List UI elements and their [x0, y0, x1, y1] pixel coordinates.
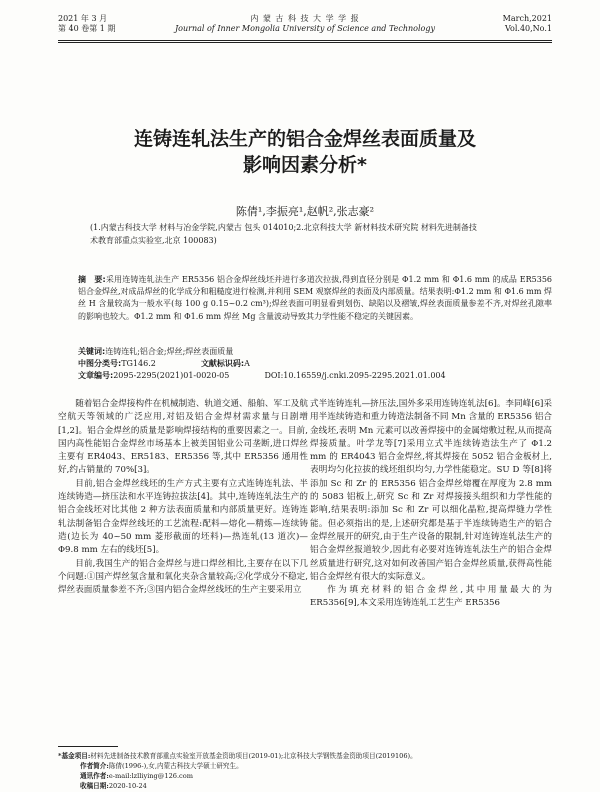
footnotes — [58, 751, 552, 791]
body-paragraph: 随着铝合金焊接构件在机械制造、轨道交通、船舶、军工及航空航天等领域的广泛应用,对铝及铝合金焊材需求量与日剧增[1,2]。铝合金焊丝的质量是影响焊接结构的重要因素之一。目前,国内高性能铝合金焊丝市场基本上被美国铝业公司垄断,进口焊丝主要有 ER4043、ER5183、ER5356 等,其中 ER5356 通用性好,约占销量的 70%[3]。 — [58, 399, 308, 476]
affiliation-line-1: (1.内蒙古科技大学 材料与冶金学院,内蒙古 包头 014010;2.北京科技大学 新材料技术研究院 材料先进制备技 — [90, 223, 477, 232]
body-paragraph: 目前,我国生产的铝合金焊丝与进口焊丝相比,主要存在以下几个问题:①国产焊丝氢含量和氧化夹杂含量较高;②化学成分不稳定,焊丝表面质量参差不齐;③国内铝合金焊丝线坯的生产主要采用立 — [58, 558, 308, 596]
footnote-date — [58, 781, 552, 791]
fund-text: 材料先进制备技术教育部重点实验室开放基金资助项目(2019-01);北京科技大学钢铁基金资助项目(2019106)。 — [90, 752, 417, 760]
article-info — [78, 370, 552, 382]
affiliation-line-2: 术教育部重点实验室,北京 100083) — [90, 236, 217, 245]
abstract-text: 采用连铸连轧法生产 ER5356 铝合金焊丝线坯并进行多道次拉拔,得到直径分别是 Φ1.2 mm 和 Φ1.6 mm 的成品 ER5356 铝合金焊丝,对成品焊丝的化学成分和粗糙度进行检测,并利用 SEM 观察焊丝的表面及内部质量。结果表明:Φ1.2 mm 和 Φ1.6 mm 焊丝 H 含量较高为一般水平(每 100 g 0.15~0.2 cm³);焊丝表面可明显看到划伤、缺陷以及褶皱,焊丝表面质量参差不齐,对焊丝孔隙率的影响也较大。Φ1.2 mm 和 Φ1.6 mm 焊丝 Mg 含量波动导致其力学性能不稳定的关键因素。 — [78, 275, 553, 321]
footnote-email — [58, 771, 552, 781]
email-text: e-mail:lzlliying@126.com — [108, 772, 193, 780]
email-label: 通讯作者: — [80, 772, 109, 780]
footnote-author — [58, 761, 552, 771]
header-volume-en: Vol.40,No.1 — [505, 24, 552, 33]
title-line-2: 影响因素分析* — [243, 154, 367, 176]
keywords-text: 连铸连轧;铝合金;焊丝;焊丝表面质量 — [105, 347, 234, 356]
author-text: 陈倩(1996-),女,内蒙古科技大学硕士研究生。 — [108, 762, 243, 770]
footnote-fund — [58, 751, 552, 761]
date-text: 2020-10-24 — [108, 782, 147, 790]
affiliations — [90, 221, 540, 247]
header-volume: 第 40 卷第 1 期 — [58, 24, 116, 33]
doi-label: DOI: — [264, 371, 284, 380]
body-right-column — [310, 398, 552, 611]
author-list: 陈倩¹,李振亮¹,赵帆²,张志豪² — [235, 205, 375, 218]
clc-value: TG146.2 — [121, 359, 156, 368]
header-rule — [58, 40, 552, 41]
keywords-label: 关键词: — [78, 347, 106, 356]
abstract — [78, 274, 552, 323]
body-paragraph: 式半连铸连轧—挤压法,国外多采用连铸连轧法[6]。李同峰[6]采用半连续铸造和重力铸造法制备不同 Mn 含量的 ER5356 铝合金线坯,表明 Mn 元素可以改善焊接中的金属熔敷过程,从而提高焊接质量。叶学龙等[7]采用立式半连续铸造法生产了 Φ1.2 mm 的 ER4043 铝合金焊丝,将其焊接在 5052 铝合金板材上,表明均匀化拉拔的线坯组织均匀,力学性能稳定。SU D 等[8]将添加 Sc 和 Zr 的 ER5356 铝合金焊丝熔覆在厚度为 2.8 mm 的 5083 铝板上,研究 Sc 和 Zr 对焊接接头组织和力学性能的影响,结果表明:添加 Sc 和 Zr 可以细化晶粒,提高焊缝力学性能。但必须指出的是,上述研究都是基于半连续铸造生产的铝合金焊丝展开的研究,由于生产设备的限制,针对连铸连轧法生产的铝合金焊丝报道较少,因此有必要对连铸连轧法生产的铝合金焊丝质量进行研究,这对如何改善国产铝合金焊丝质量,获得高性能铝合金焊丝有很大的实际意义。 — [310, 399, 552, 582]
journal-name-cn: 内 蒙 古 科 技 大 学 学 报 — [250, 14, 360, 23]
footnote-rule — [58, 746, 118, 747]
paper-title — [58, 126, 552, 178]
journal-name-en: Journal of Inner Mongolia University of Science and Technology — [174, 24, 436, 33]
body-left-column — [58, 398, 308, 597]
doc-code-value: A — [244, 359, 250, 368]
header-rule-double — [58, 42, 552, 43]
doi-value: 10.16559/j.cnki.2095-2295.2021.01.004 — [283, 371, 446, 380]
running-header — [58, 14, 552, 42]
clc-label: 中图分类号: — [78, 359, 122, 368]
date-label: 收稿日期: — [80, 782, 109, 790]
classification — [78, 358, 552, 370]
doc-code-label: 文献标识码: — [200, 359, 245, 368]
body-paragraph: 作为填充材料的铝合金焊丝,其中用量最大的为 ER5356[9],本文采用连铸连轧工艺生产 ER5356 — [310, 585, 552, 609]
header-journal — [58, 14, 552, 34]
title-line-1: 连铸连轧法生产的铝合金焊丝表面质量及 — [133, 128, 476, 150]
body-paragraph: 目前,铝合金焊丝线坯的生产方式主要有立式连铸连轧法、半连续铸造—挤压法和水平连铸拉拔法[4]。其中,连铸连轧法生产的铝合金线坯对比其他 2 种方法表面质量和内部质量更好。连铸连轧法制备铝合金焊丝线坯的工艺流程:配料—熔化—精炼—连续铸造(边长为 40~50 mm 菱形截面的坯料)—热连轧(13 道次)—Φ9.8 mm 左右的线坯[5]。 — [58, 478, 308, 556]
header-date: 2021 年 3 月 — [58, 14, 108, 23]
fund-label: *基金项目: — [58, 752, 91, 760]
abstract-label: 摘 要: — [78, 275, 106, 284]
header-date-en: March,2021 — [502, 14, 552, 23]
header-right — [503, 14, 552, 34]
keywords — [78, 346, 552, 358]
article-number-value: 2095-2295(2021)01-0020-05 — [113, 371, 230, 380]
article-number-label: 文章编号: — [78, 371, 114, 380]
author-label: 作者简介: — [80, 762, 109, 770]
